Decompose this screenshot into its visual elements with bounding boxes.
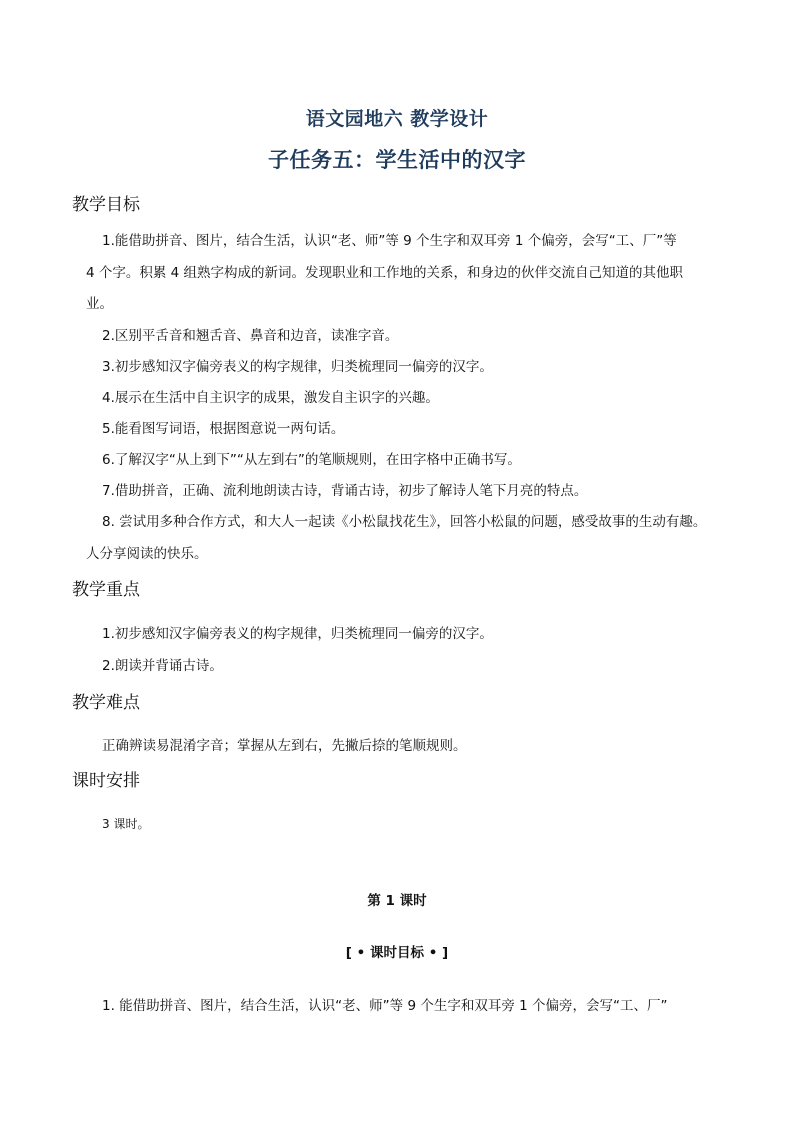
schedule-text: 3 课时。: [102, 817, 150, 831]
goal-line: 1.能借助拼音、图片，结合生活，认识“老、师”等 9 个生字和双耳旁 1 个偏旁，会写“工、厂”等: [102, 233, 677, 249]
section-heading-key-points: 教学重点: [72, 580, 140, 600]
section-heading-goals: 教学目标: [72, 195, 140, 215]
goal-line: 4 个字。积累 4 组熟字构成的新词。发现职业和工作地的关系，和身边的伙伴交流自己知道的其他职: [86, 265, 684, 281]
difficulty-line: 正确辨读易混淆字音；掌握从左到右，先撇后捺的笔顺规则。: [102, 738, 467, 754]
goal-line: 3.初步感知汉字偏旁表义的构字规律，归类梳理同一偏旁的汉字。: [102, 359, 493, 375]
goal-line: 7.借助拼音，正确、流利地朗读古诗，背诵古诗，初步了解诗人笔下月亮的特点。: [102, 483, 588, 499]
key-point-line: 1.初步感知汉字偏旁表义的构字规律，归类梳理同一偏旁的汉字。: [102, 626, 493, 642]
goal-line: 5.能看图写词语，根据图意说一两句话。: [102, 421, 345, 437]
goal-line: 6.了解汉字“从上到下”“从左到右”的笔顺规则，在田字格中正确书写。: [102, 452, 521, 468]
goal-line: 2.区别平舌音和翘舌音、鼻音和边音，读准字音。: [102, 328, 399, 344]
document-subtitle: 子任务五：学生活中的汉字: [268, 147, 526, 172]
document-title: 语文园地六 教学设计: [305, 108, 489, 130]
goal-line: 业。: [86, 296, 113, 312]
lesson-title: 第 1 课时: [367, 893, 427, 909]
goal-line: 8. 尝试用多种合作方式，和大人一起读《小松鼠找花生》，回答小松鼠的问题，感受故事的生动有趣。: [102, 514, 707, 530]
goal-line: 人分享阅读的快乐。: [86, 546, 208, 562]
key-point-line: 2.朗读并背诵古诗。: [102, 658, 223, 674]
lesson-goal-line: 1. 能借助拼音、图片，结合生活，认识“老、师”等 9 个生字和双耳旁 1 个偏旁，会写“工、厂”: [102, 998, 668, 1014]
section-heading-schedule: 课时安排: [72, 771, 140, 791]
section-heading-difficulties: 教学难点: [72, 693, 140, 713]
lesson-goal-label: [ • 课时目标 • ]: [345, 945, 449, 961]
goal-line: 4.展示在生活中自主识字的成果，激发自主识字的兴趣。: [102, 390, 439, 406]
